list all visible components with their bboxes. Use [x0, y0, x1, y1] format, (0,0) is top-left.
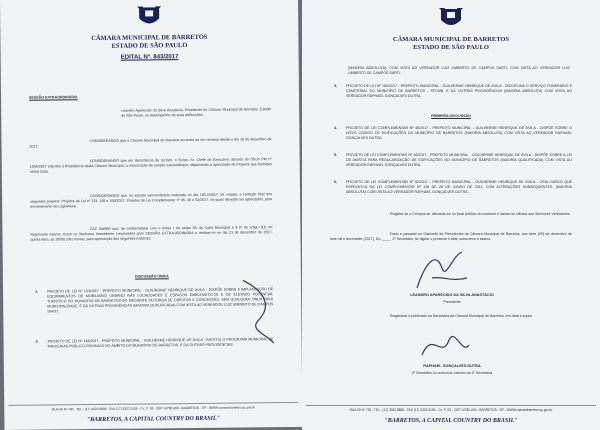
president-role: Presidente	[443, 300, 461, 304]
secretary-signature-icon	[417, 325, 472, 365]
item-number: 4.	[334, 126, 337, 130]
item-text: PROJETO DE LEI Nº 148/2017 - PREFEITO MUNICIPAL - GUILHERME HENRIQUE DE ÁVILA - INSTITUI O PROGRAMA MUNICIPAL DE PARCERIAS PÚBLICO-PRIVADAS NO ÂMBITO DO MUNICÍPIO DE BARRETOS, E DÁ OUTRAS PROVIDÊNCIAS	[47, 337, 274, 349]
state-title: ESTADO DE SÃO PAULO	[111, 42, 188, 50]
chamber-title: CÂMARA MUNICIPAL DE BARRETOS	[91, 33, 208, 43]
list-item	[334, 126, 572, 141]
list-item	[334, 180, 572, 195]
closing-given: Dado e passado no Gabinete da Presidência da Câmara Municipal de Barretos, aos vinte (20) de dezembro de dois mil e dezessete (2017). Eu, ____, 2º Secretário, fiz digitar o presente Edital, subscrevo e assino.	[330, 232, 572, 242]
item-text: PROJETO DE LEI COMPLEMENTAR Nº 46/2017 - PREFEITO MUNICIPAL - GUILHERME HENRIQUE DE ÁVILA - DISPÕE SOBRE A LEI DE ANISTIA PARA REGULARIZAÇÃO DE EDIFICAÇÕES NO MUNICÍPIO DE BARRETOS (MAIORIA QUALIFICADA) COM VISTA AO VEREADOR RAPHAEL GONÇALVES DUTRA.	[346, 153, 572, 167]
footer-slogan: "BARRETOS, A CAPITAL COUNTRY DO BRASIL"	[86, 415, 220, 424]
item-number: 6.	[334, 180, 337, 184]
footer-slogan: "BARRETOS, A CAPITAL COUNTRY DO BRASIL"	[384, 418, 518, 424]
item-number: 5.	[334, 153, 337, 157]
closing-registration: Registre-se e Cumpra-se, afixando-se no local público do costume e dando-se ciência aos Senhores Vereadores.	[390, 212, 571, 216]
item-number: 1.	[35, 289, 39, 294]
document-page-right	[302, 0, 600, 430]
discussion-heading: DISCUSSÃO ÚNICA	[135, 274, 169, 279]
paragraph-recess: CONSIDERANDO que a Câmara Municipal de Barretos encontra-se em recesso desde o dia 16 de dezembro de 2017;	[29, 137, 272, 149]
item-text: PROJETO DE LEI COMPLEMENTAR Nº 52/2017 - PREFEITO MUNICIPAL - GUILHERME HENRIQUE DE ÁVILA - CRIA CARGO QUE ESPECIFICA NA LEI COMPLEMENTAR Nº 136 DE 28 DE JUNHO DE 2011, COM ALTERAÇÕES SUBSEQUENTES, (MAIORIA ABSOLUTA) COM VISTA AO VEREADOR RAPHAEL GONÇALVES DUTRA.	[346, 180, 572, 194]
president-signature-icon	[412, 248, 472, 296]
section-heading: SESSÃO EXTRAORDINÁRIA	[29, 95, 78, 100]
list-item	[334, 84, 572, 99]
item-text: PROJETO DE LEI Nº 133/2017 - PREFEITO MUNICIPAL - GUILHERME HENRIQUE DE ÁVILA - DISPÕE SOBRE A IMPLANTAÇÃO DE EQUIPAMENTOS DE MOBILIÁRIO URBANO NAS LOCALIDADES E ESPAÇOS EMBLEMÁTICOS E DE ELEVADO POTENCIAL TURÍSTICO DO MUNICÍPIO DE BARRETOS-SP, MEDIANTE OUTORGA DE DIREITOS E CONCESSÃO, SEM QUALQUER ÔNUS PARA MUNICIPALIDADE, E DÁ OUTRAS PROVIDÊNCIAS (MAIORIA QUALIFICADA) COM VISTA AO VEREADOR LUIZ UMBERTO DE CAMPOS SARTI.	[47, 287, 274, 314]
municipal-crest-icon	[135, 4, 163, 28]
president-name: LEANDRO APARECIDO DA SILVA ANASTÁCIO	[410, 293, 494, 297]
paragraph-request: CONSIDERANDO que em decorrência de tal fato, o Exmo. Sr. Chefe do Executivo, através do Ofício PM nº 1095/2017 solicitou à Presidência desta Câmara Municipal, a convocação de sessão extraordinária, objetivando a apreciação de Projetos que tramitam nesta Casa.	[29, 157, 272, 175]
item-number: 3.	[334, 84, 337, 88]
state-title: ESTADO DE SÃO PAULO	[413, 44, 489, 51]
secretary-name: RAPHAEL GONÇALVES DUTRA	[423, 364, 481, 368]
registered-published: Registrado e publicado na Secretaria da Câmara Municipal de Barretos, em data a supra.	[390, 314, 533, 318]
item-text: PROJETO DE LEI Nº 160/2017 - PREFEITO MUNICIPAL - GUILHERME HENRIQUE DE ÁVILA - DISCIPLINA O SERVIÇO FUNERÁRIO E CEMITERIAL DO MUNICÍPIO DE BARRETOS - SFCMB, E DÁ OUTRAS PROVIDÊNCIAS (MAIORIA ABSOLUTA) COM VISTA AO VEREADOR RAPHAEL GONÇALVES DUTRA.	[346, 84, 572, 98]
item-text: PROJETO DE LEI COMPLEMENTAR Nº 45/2017 - PREFEITO MUNICIPAL - GUILHERME HENRIQUE DE ÁVILA - DISPÕE SOBRE O NOVO CÓDIGO DE EDIFICAÇÕES DO MUNICÍPIO DE BARRETOS (MAIORIA ABSOLUTA) COM VISTA AO VEREADOR RAPHAEL GONÇALVES DUTRA.	[346, 126, 572, 140]
signature-mark-icon	[233, 275, 284, 346]
paragraph-convocation: FAZ SABER que, de conformidade com o inciso I, do artigo 28, da Carta Municipal e § 5º do artigo 118, do Regimento Interno, ficam os Senhores Vereadores convocados para SESSÃO EXTRAORDINÁRIA a realizar-se no dia 21 de dezembro de 2017, quinta-feira, às 10h00 (dez horas), para apreciação das seguintes matérias:	[30, 225, 273, 243]
list-item	[334, 153, 572, 168]
footer-address: RUA 30 Nº 730 - TEL.: (17) 3322.8808 - FAX (17) 3322.9159 - Cx. P. 53 - CEP 14780-000 - BARRETOS - SP - WWW.camarabarretos.sp.gov.br	[8, 402, 298, 412]
footer-address: RUA 30 Nº 730 - TEL.: (17) 3322.8808 - FAX (17) 3322.9159 - Cx. P. 53 - CEP 14780-000 - BARRETOS - SP - WWW.camarabarretos.sp.gov.br	[306, 405, 596, 412]
continued-text: (MAIORIA ABSOLUTA), COM VISTA AO VEREADOR LUIZ UMBERTO DE CAMPOS SARTI, COM VISTA AO VEREADOR LUIZ UMBERTO DE CAMPOS SARTI.	[348, 66, 570, 76]
secretary-role: 2º Secretário no exercício interino da 1º Secretaria	[411, 371, 493, 375]
municipal-crest-icon	[437, 6, 465, 30]
intro-paragraph: Leandro Aparecido da Silva Anastácio, Presidente da Câmara Municipal de Barretos, Estado de São Paulo, no desempenho de suas atribuições,	[121, 107, 272, 118]
item-number: 2.	[35, 339, 39, 344]
edital-number: EDITAL Nº. 843/2017	[120, 54, 179, 61]
first-discussion-heading: PRIMEIRA DISCUSSÃO	[431, 114, 471, 118]
chamber-title: CÂMARA MUNICIPAL DE BARRETOS	[392, 36, 510, 43]
paragraph-projects: CONSIDERANDO que na sessão extraordinária realizada no dia 18/12/2017, foi votada, a redação final dos seguintes projetos: Projetos de Lei nº 133, 148 e 160/2017, Projetos de Lei Complementar nº 45, 46 e 52/2017, os quais deverão ser apreciados, para encerramento da Legislatura.	[30, 192, 273, 210]
